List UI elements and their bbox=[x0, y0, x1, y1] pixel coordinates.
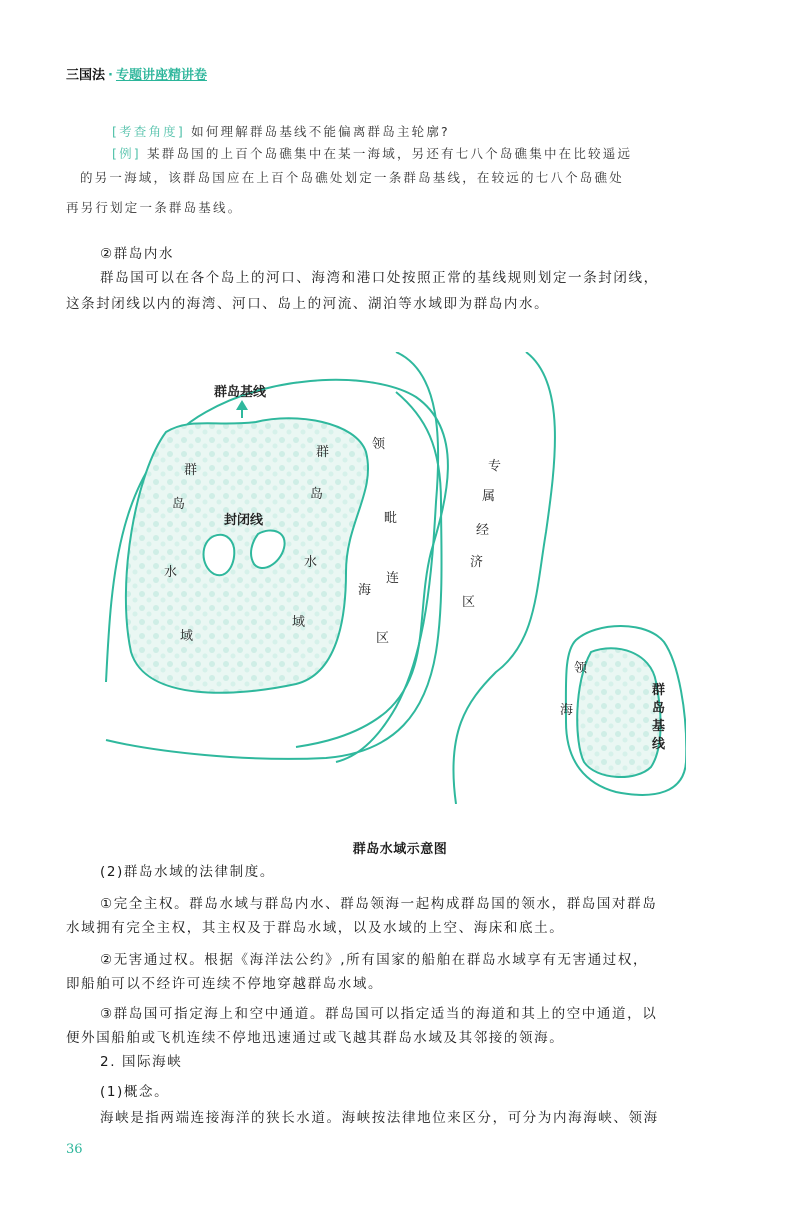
note-example-line3: 再另行划定一条群岛基线。 bbox=[66, 200, 243, 215]
eez-right-boundary bbox=[453, 352, 555, 804]
paragraph-line: ③群岛国可指定海上和空中通道。群岛国可以指定适当的海道和其上的空中通道，以 bbox=[100, 1006, 658, 1022]
series-title: 专题讲座精讲卷 bbox=[115, 68, 207, 83]
label-right-3: 水 bbox=[304, 555, 318, 570]
note-question-text: 如何理解群岛基线不能偏离群岛主轮廓? bbox=[191, 124, 450, 139]
label-small-ts-1: 领 bbox=[574, 661, 588, 676]
paragraph-line: 即船舶可以不经许可连续不停地穿越群岛水域。 bbox=[66, 976, 384, 992]
note-example-line2: 的另一海域，该群岛国应在上百个岛礁处划定一条群岛基线，在较远的七八个岛礁处 bbox=[80, 170, 624, 185]
small-archipelagic-baseline bbox=[577, 648, 660, 777]
header-separator: · bbox=[108, 68, 113, 83]
archipelagic-baseline bbox=[126, 418, 368, 693]
running-header bbox=[66, 64, 207, 83]
label-right-4: 域 bbox=[292, 615, 306, 630]
label-ts-3: 连 bbox=[386, 571, 400, 586]
label-ts-5: 区 bbox=[376, 631, 390, 646]
paragraph-line: ①完全主权。群岛水域与群岛内水、群岛领海一起构成群岛国的领水，群岛国对群岛 bbox=[100, 896, 658, 912]
note-example-line1 bbox=[112, 144, 632, 164]
paragraph-line: 水域拥有完全主权，其主权及于群岛水域，以及水域的上空、海床和底土。 bbox=[66, 920, 565, 936]
note-tag-example: [例] bbox=[112, 146, 141, 161]
page-number: 36 bbox=[66, 1142, 83, 1157]
paragraph-line: ②无害通过权。根据《海洋法公约》,所有国家的船舶在群岛水域享有无害通过权， bbox=[100, 952, 649, 968]
island-left bbox=[204, 535, 235, 575]
label-small-baseline-3: 基 bbox=[652, 719, 666, 734]
label-baseline-top: 群岛基线 bbox=[214, 385, 267, 400]
archipelagic-waters-diagram bbox=[96, 352, 686, 804]
section-heading-legal-regime: (2)群岛水域的法律制度。 bbox=[100, 864, 275, 880]
label-eez-1: 专 bbox=[488, 459, 502, 474]
label-left-3: 水 bbox=[164, 565, 178, 580]
label-small-baseline-4: 线 bbox=[652, 737, 666, 752]
paragraph-line: 这条封闭线以内的海湾、河口、岛上的河流、湖泊等水域即为群岛内水。 bbox=[66, 296, 550, 312]
label-eez-5: 区 bbox=[462, 595, 476, 610]
subheading-concept: (1)概念。 bbox=[100, 1084, 170, 1100]
label-right-1: 群 bbox=[316, 445, 330, 460]
label-closing-line: 封闭线 bbox=[224, 513, 264, 528]
label-small-baseline-1: 群 bbox=[652, 683, 666, 698]
note-question bbox=[112, 122, 450, 142]
label-small-baseline-2: 岛 bbox=[652, 701, 666, 716]
figure-caption: 群岛水域示意图 bbox=[352, 842, 448, 857]
book-title: 三国法 bbox=[66, 68, 106, 83]
label-ts-4: 海 bbox=[358, 583, 372, 598]
note-example-text: 某群岛国的上百个岛礁集中在某一海域，另还有七八个岛礁集中在比较遥远 bbox=[147, 146, 633, 161]
section-heading-straits: 2. 国际海峡 bbox=[100, 1054, 183, 1070]
label-ts-1: 领 bbox=[372, 437, 386, 452]
paragraph-line: 群岛国可以在各个岛上的河口、海湾和港口处按照正常的基线规则划定一条封闭线， bbox=[100, 270, 659, 286]
paragraph-line: 便外国船舶或飞机连续不停地迅速通过或飞越其群岛水域及其邻接的领海。 bbox=[66, 1030, 565, 1046]
label-left-4: 域 bbox=[180, 629, 194, 644]
label-left-1: 群 bbox=[184, 463, 198, 478]
contiguous-zone-boundary bbox=[336, 352, 438, 762]
label-eez-4: 济 bbox=[470, 555, 484, 570]
label-left-2: 岛 bbox=[172, 497, 186, 512]
label-eez-2: 属 bbox=[482, 489, 496, 504]
label-small-ts-2: 海 bbox=[560, 703, 574, 718]
label-ts-2: 毗 bbox=[384, 511, 398, 526]
label-eez-3: 经 bbox=[476, 523, 490, 538]
paragraph-line: 海峡是指两端连接海洋的狭长水道。海峡按法律地位来区分，可分为内海海峡、领海 bbox=[100, 1110, 659, 1126]
section-heading-internal-waters: ②群岛内水 bbox=[100, 246, 175, 262]
note-tag-angle: [考查角度] bbox=[112, 124, 185, 139]
label-right-2: 岛 bbox=[310, 487, 324, 502]
